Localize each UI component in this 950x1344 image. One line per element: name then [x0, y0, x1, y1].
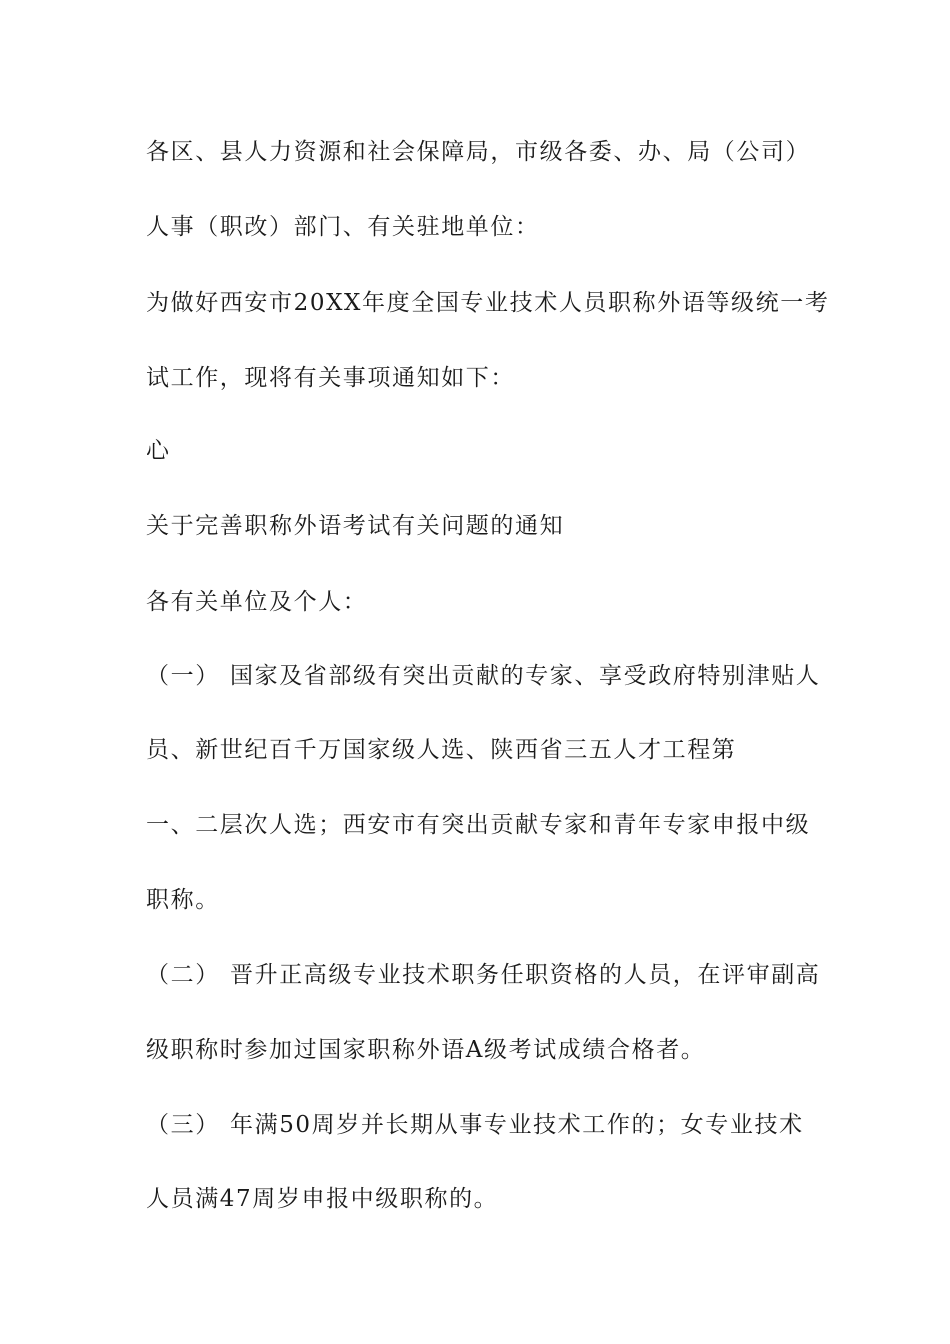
intro-line-1: 为做好西安市20XX年度全国专业技术人员职称外语等级统一考: [146, 290, 830, 316]
item-2-label: （二）: [146, 962, 220, 988]
item-2-text: 晋升正高级专业技术职务任职资格的人员，在评审副高: [230, 962, 821, 988]
item-3-first-line: [146, 1110, 826, 1140]
item-1-line-4: 职称。: [146, 887, 220, 913]
stray-character: 心: [146, 438, 171, 464]
intro-line-2: 试工作，现将有关事项通知如下：: [146, 365, 515, 391]
notice-title: 关于完善职称外语考试有关问题的通知: [146, 513, 565, 539]
item-3-line-2: 人员满47周岁申报中级职称的。: [146, 1186, 499, 1212]
item-1-line-2: 员、新世纪百千万国家级人选、陕西省三五人才工程第: [146, 737, 737, 763]
addressee-line-2: 人事（职改）部门、有关驻地单位：: [146, 214, 540, 240]
item-1-first-line: [146, 661, 826, 691]
item-2-first-line: [146, 960, 826, 990]
item-3-label: （三）: [146, 1112, 220, 1138]
notice-salutation: 各有关单位及个人：: [146, 589, 368, 615]
item-1-text: 国家及省部级有突出贡献的专家、享受政府特别津贴人: [230, 663, 821, 689]
item-1-line-3: 一、二层次人选；西安市有突出贡献专家和青年专家申报中级: [146, 812, 811, 838]
item-2-line-2: 级职称时参加过国家职称外语A级考试成绩合格者。: [146, 1037, 706, 1063]
addressee-line-1: 各区、县人力资源和社会保障局，市级各委、办、局（公司）: [146, 139, 811, 165]
item-1-label: （一）: [146, 663, 220, 689]
item-3-text: 年满50周岁并长期从事专业技术工作的；女专业技术: [230, 1112, 804, 1138]
